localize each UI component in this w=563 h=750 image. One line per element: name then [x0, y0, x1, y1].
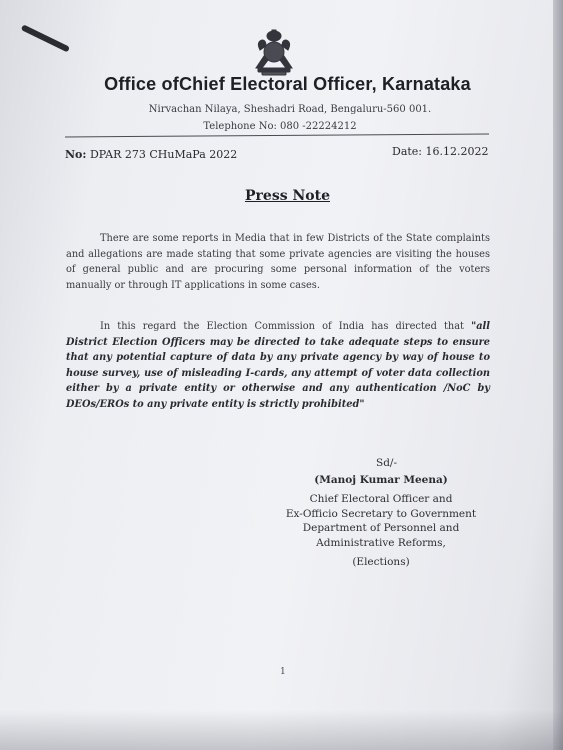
- reference-number: [65, 148, 237, 161]
- paragraph-2-intro: In this regard the Election Commission of India has directed that: [100, 321, 472, 332]
- header-divider: [65, 134, 489, 138]
- designation-line-4: Administrative Reforms,: [316, 536, 446, 549]
- eci-directive-text: "all District Election Officers may be directed to take adequate steps to ensure that any potential capture of data by any private agency by way of house to house survey, use of misleading I-cards, any attempt of voter data collection either by a private entity or otherwise and any authentication /NoC by DEOs/EROs to any private entity is strictly prohibited": [66, 321, 490, 410]
- signatory-name: (Manoj Kumar Meena): [314, 474, 448, 486]
- date-value: 16.12.2022: [425, 145, 489, 158]
- designation-line-1: Chief Electoral Officer and: [309, 493, 453, 505]
- office-title: Office ofChief Electoral Officer, Karnataka: [104, 74, 471, 94]
- signatory-department: (Elections): [352, 556, 410, 568]
- document-date: [392, 145, 489, 158]
- designation-line-3: Department of Personnel and: [302, 522, 460, 534]
- state-emblem-icon: [246, 28, 302, 76]
- pen-object: [21, 24, 70, 52]
- office-address: Nirvachan Nilaya, Sheshadri Road, Bengaluru-560 001.: [148, 104, 432, 115]
- bottom-shadow: [0, 710, 563, 750]
- reference-label: No:: [65, 148, 87, 161]
- body-paragraph-2: [66, 319, 490, 412]
- date-label: Date:: [392, 145, 423, 158]
- page-edge-shadow: [553, 0, 563, 750]
- signatory-designation: [276, 492, 486, 550]
- office-telephone: Telephone No: 080 -22224212: [203, 121, 357, 132]
- signature-sd: Sd/-: [376, 457, 397, 469]
- page-number: 1: [280, 667, 286, 677]
- document-title: Press Note: [245, 188, 330, 204]
- designation-line-2: Ex-Officio Secretary to Government: [285, 507, 477, 520]
- reference-value: DPAR 273 CHuMaPa 2022: [89, 148, 238, 161]
- body-paragraph-1: There are some reports in Media that in few Districts of the State complaints and allegations are made stating that some private agencies are visiting the houses of general public and are procuring some personal information of the voters manually or through IT applications in some cases.: [66, 233, 490, 291]
